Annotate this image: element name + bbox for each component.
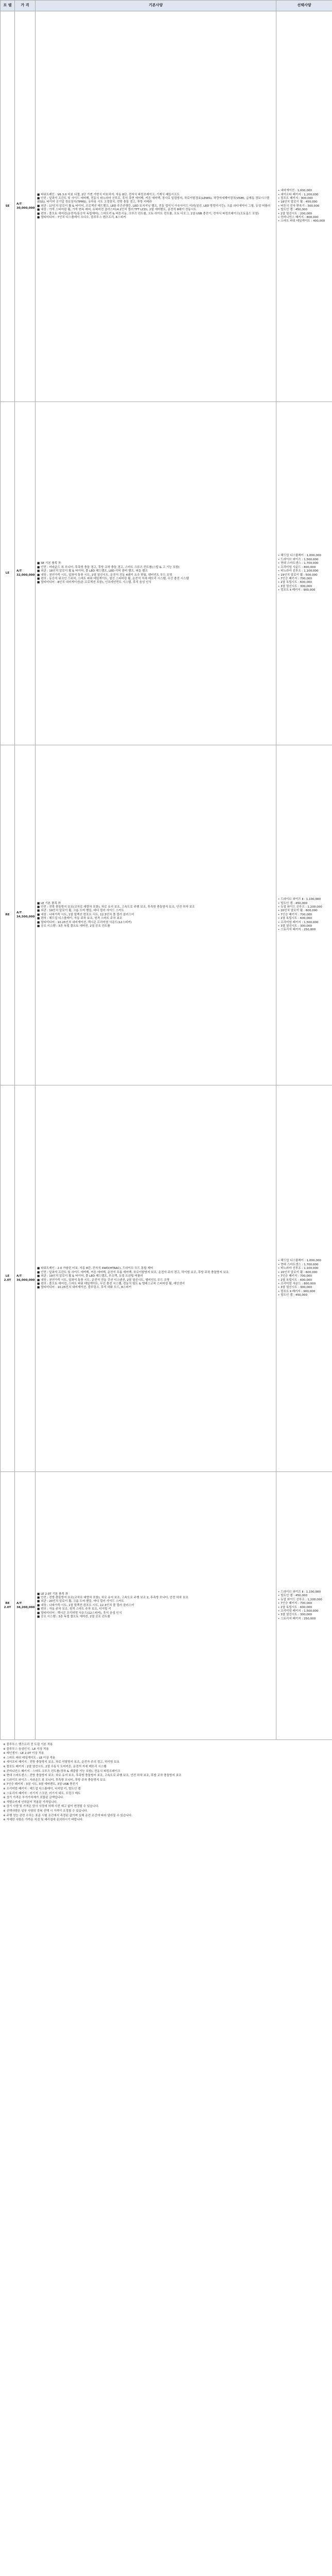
option-item: • 헤드업 디스플레이 : 1,000,000 xyxy=(278,554,321,558)
basic-spec-item: ■ LE 기본 품목 外 xyxy=(37,901,61,905)
note-line: ※ 드라이브 와이즈 : 서라운드 뷰 모니터, 후측방 모니터, 후방 주차 충돌방지 보조 xyxy=(3,1778,106,1782)
option-item: • 드라이브 와이즈 Ⅱ : 1,100,000 xyxy=(278,1590,321,1594)
basic-spec-item: ■ 내장 : 천연가죽 시트, 앞좌석 통풍 시트, 운전석 전동 쿠션 익스텐션, 2열 열선시트, 앰비언트 무드 조명 xyxy=(37,1278,170,1282)
basic-spec-item: ■ 외관 : 18인치 알로이 휠 & 타이어, 풀 LED 헤드램프, LED 리어 콤비 램프, 퍼들 램프 xyxy=(37,570,148,573)
basic-spec-item: ■ 멀티미디어 : 7인치 디스플레이 오디오, 블루투스 핸즈프리, 6스피커 xyxy=(37,216,126,220)
basic-spec-cell xyxy=(36,1472,276,1740)
trim-price: A/T 32,000,000 xyxy=(15,402,36,745)
option-item: • 스토리지 패키지 : 250,000 xyxy=(278,928,316,932)
option-item: • 드라이브 와이즈 Ⅱ : 1,100,000 xyxy=(278,898,321,901)
basic-spec-item: ■ 안전 : 어라운드 뷰 모니터, 후측방 충돌 경고, 후방 교차 충돌 경고, 스마트 크루즈 컨트롤(스탑 & 고 기능 포함) xyxy=(37,565,180,569)
basic-spec-item: ■ 편의 : 풀오토 에어컨, 스마트 파워 테일게이트, 무선 충전 시스템, 전동식 틸트 & 텔레스코픽 스티어링 휠, 레인센서 xyxy=(37,1282,185,1285)
option-item: • 2열 독립시트 : 600,000 xyxy=(278,917,312,921)
option-item: • 3열 열선시트 : 300,000 xyxy=(278,1613,312,1617)
basic-spec-item: ■ 외관 : 20인치 알로이 휠, 크롬 도어 핸들, 바디 컬러 사이드 스커트 xyxy=(37,1600,124,1603)
option-item: • 현대 스마트센스 : 1,700,000 xyxy=(278,562,319,565)
note-line: ※ 블루투스 핸즈프리 전 트림 기본 적용 xyxy=(3,1743,53,1746)
option-item: • 3열 열선시트 : 300,000 xyxy=(278,584,312,588)
basic-spec-item: ■ 멀티미디어 : 8인치 내비게이션(폰 프로젝션 포함), 인포테인먼트 시스템, 후석 음성 인식 xyxy=(37,581,151,584)
option-item: • 컴포트 Ⅱ 패키지 : 900,000 xyxy=(278,1290,316,1293)
header-options: 선택사양 xyxy=(276,1,332,11)
basic-spec-item: ■ 공조 시스템 : 3존 독립 풀오토 에어컨, 2열 공조 컨트롤 xyxy=(37,925,110,928)
option-item: • 프리미엄 패키지 : 1,500,000 xyxy=(278,1609,319,1613)
trim-name: RE xyxy=(1,745,15,1085)
option-item: • 프리미엄 패키지 : 1,500,000 xyxy=(278,921,319,924)
trim-name: LE 2.0T xyxy=(1,1085,15,1472)
basic-spec-item: ■ 안전 : 전방 충돌방지 보조(교차로 대향차 포함), 차로 유지 보조, 고속도로 주행 보조 2, 후측방 모니터, 안전 하차 보조 xyxy=(37,1596,188,1599)
trim-row xyxy=(1,11,332,402)
option-item: • 빌트인 캠 : 450,000 xyxy=(278,1294,308,1297)
option-item: • 듀얼 와이드 선루프 : 1,200,000 xyxy=(278,905,322,909)
note-line: ※ 선택사양은 일부 사양의 중복 선택 시 가격이 조정될 수 있습니다. xyxy=(3,1809,88,1813)
option-item: • 7인승 패키지 : 700,000 xyxy=(278,1602,312,1605)
option-item: • 7인승 패키지 : 700,000 xyxy=(278,577,312,580)
option-item: • 빌트인 캠 : 450,000 xyxy=(278,901,308,905)
trim-row xyxy=(1,1085,332,1472)
basic-spec-item: ■ 내장 : 천연가죽 시트, 앞좌석 통풍 시트, 2열 열선시트, 운전석 전동 4웨이 요추 받침, 앰비언트 무드 조명 xyxy=(37,573,172,577)
option-item: • 2열 독립시트 : 600,000 xyxy=(278,1278,312,1282)
basic-spec-item: ■ SE 기본 품목 外 xyxy=(37,562,61,565)
note-line: ※ 7인승 패키지 : 3열 시트, 3열 에어벤트, 3열 USB 충전기 xyxy=(3,1783,78,1786)
option-item: • 버튼식 전자 변속기 : 300,000 xyxy=(278,204,320,208)
trim-price: A/T 30,000,000 xyxy=(15,11,36,402)
basic-spec-item: ■ 파워트레인 : 2.0 가솔린 터보, 자동 8단, 전자식 4WD(HTRAC), 드라이브 모드 통합 제어 xyxy=(37,1267,153,1270)
header-basic-spec: 기본사양 xyxy=(36,1,276,11)
basic-spec-item: ■ 편의 : 풀오토 에어컨(운전석/동승석 독립제어), 스마트키 & 버튼시동, 크루즈 컨트롤, 오토 라이트 컨트롤, 오토 디포그, 2열 USB 충전기, 전자식 파킹브레이크(오토홀드 포함) xyxy=(37,212,259,215)
option-item: • 빌트인 캠 : 450,000 xyxy=(278,208,308,212)
option-cell xyxy=(276,1472,332,1740)
option-item: • 7인승 패키지 : 700,000 xyxy=(278,1275,312,1278)
option-cell xyxy=(276,11,332,402)
option-item: • 19인치 알로이 휠 : 500,000 xyxy=(278,573,318,577)
option-item: • 2열 열선시트 : 200,000 xyxy=(278,212,312,215)
option-item: • 파노라마 선루프 : 1,100,000 xyxy=(278,1267,319,1270)
option-item: • 헤드업 디스플레이 : 1,000,000 xyxy=(278,1259,321,1263)
option-item: • 컴포트 Ⅱ 패키지 : 900,000 xyxy=(278,589,316,592)
option-item: • 스토리지 패키지 : 250,000 xyxy=(278,1617,316,1620)
option-item: • 듀얼 와이드 선루프 : 1,200,000 xyxy=(278,1598,322,1601)
basic-spec-cell xyxy=(36,745,276,1085)
basic-spec-item: ■ 내장 : 가죽 스티어링 휠, 가죽 변속 레버, 슈퍼비전 클러스터(4.2인치 컬러 TFT LCD), 2열 에어벤트, 운전석 8웨이 전동시트 xyxy=(37,208,197,212)
option-cell xyxy=(276,1085,332,1472)
option-item: • 내비게이션 : 1,000,000 xyxy=(278,189,312,193)
basic-spec-item: ■ 외관 : 17인치 알로이 휠 & 타이어, 프로젝션 헤드램프, LED 주간주행등, LED 포지셔닝 램프, 전동 접이식 아웃사이드 미러(열선, LED 방향지시등), 크롬 라디에이터 그릴, 듀얼 머플러 xyxy=(37,204,271,208)
trim-name: RE 2.0T xyxy=(1,1472,15,1740)
note-line: ※ 현대 스마트센스 : 전방 충돌방지 보조, 차로 유지 보조, 후측방 충돌방지 보조, 고속도로 주행 보조, 안전 하차 보조, 후방 교차 충돌방지 보조 xyxy=(3,1774,182,1778)
basic-spec-item: ■ 외관 : 19인치 알로이 휠, 크롬 도어 핸들, 바디 컬러 사이드 스커트 xyxy=(37,909,124,913)
trim-row xyxy=(1,402,332,745)
trim-name: LE xyxy=(1,402,15,745)
option-item: • 컴포트 패키지 : 900,000 xyxy=(278,196,313,200)
trim-price: A/T 34,500,000 xyxy=(15,745,36,1085)
basic-spec-item: ■ 편의 : 동승석 워크인 스위치, 스마트 파워 테일게이트, 열선 스티어링 휠, 운전석 자세 메모리 시스템, 무선 충전 시스템 xyxy=(37,577,189,580)
option-item: • 현대 스마트센스 : 1,700,000 xyxy=(278,1263,319,1266)
basic-spec-item: ■ 외관 : 19인치 알로이 휠 & 타이어, 풀 LED 헤드램프, 루프랙, 듀얼 트윈팁 머플러 xyxy=(37,1275,143,1278)
note-line: ※ 프리미엄 패키지 : 헤드업 디스플레이, 디지털 키, 빌트인 캠 xyxy=(3,1787,81,1791)
option-cell xyxy=(276,745,332,1085)
option-item: • 7인승 패키지 : 700,000 xyxy=(278,913,312,916)
basic-spec-item: ■ 내장 : 나파가죽 시트, 1열 릴렉션 컴포트 시트, 12.3인치 풀 컬러 클러스터 xyxy=(37,913,134,916)
option-item: • 프리미엄 사운드 : 800,000 xyxy=(278,1282,316,1285)
note-line: ※ 자세한 사항은 가까운 지점 및 대리점에 문의하시기 바랍니다. xyxy=(3,1818,83,1822)
basic-spec-item: ■ 멀티미디어 : 10.25인치 내비게이션, 블루링크, 후석 대화 모드, 8스피커 xyxy=(37,1286,132,1290)
notes-section xyxy=(0,1740,332,1822)
note-line: ※ 레인센서 : LE 2.0T 이상 적용 xyxy=(3,1752,44,1755)
trim-price: A/T 36,000,000 xyxy=(15,1085,36,1472)
basic-spec-item: ■ 편의 : 자동 주차 보조, 원격 스마트 주차 보조, 디지털 키 xyxy=(37,1608,111,1611)
trim-price: A/T 38,200,000 xyxy=(15,1472,36,1740)
basic-spec-item: ■ 파워트레인 : V6 3.0 터보 디젤, 2단 가변 가변식 터보차저, 자동 8단, 전자식 파킹브레이크, 기계식 패들시프트 xyxy=(37,193,180,196)
trim-row xyxy=(1,745,332,1085)
note-line: ※ 세이프티 패키지 : 전방 충돌방지 보조, 차로 이탈방지 보조, 운전자 주의 경고, 하이빔 보조 xyxy=(3,1761,119,1764)
basic-spec-item: ■ 안전 : 전방 충돌방지 보조(교차로 대향차 포함), 차로 유지 보조, 고속도로 주행 보조, 후측방 충돌방지 보조, 안전 하차 보조 xyxy=(37,905,195,909)
basic-spec-item: ■ 안전 : 앞좌석 프런트 및 사이드 에어백, 커튼 에어백, 운전석 무릎 에어백, 차로이탈방지 보조, 운전자 주의 경고, 하이빔 보조, 후방 주차 충돌방지 보조 xyxy=(37,1270,229,1274)
note-line: ※ 컴포트 패키지 : 2열 열선시트, 2열 수동식 도어커튼, 운전석 자세 메모리 시스템 xyxy=(3,1765,107,1768)
option-item: • 드라이브 와이즈 : 1,500,000 xyxy=(278,558,319,561)
basic-spec-cell xyxy=(36,1085,276,1472)
basic-spec-item: ■ 내장 : 나파가죽 시트, 1열 릴렉션 컴포트 시트, 12.3인치 풀 컬러 클러스터 xyxy=(37,1603,134,1607)
note-line: ※ 블루투스 음성인식 : LE 이상 적용 xyxy=(3,1747,49,1751)
option-item: • 컨비니언스 패키지 : 800,000 xyxy=(278,216,319,220)
note-line: ※ 상기 가격은 부가가치세가 포함된 금액입니다. xyxy=(3,1796,64,1800)
note-line: ※ 개별소비세 인하분이 적용된 가격입니다. xyxy=(3,1800,58,1804)
table-header-row xyxy=(1,1,332,11)
option-item: • 3열 열선시트 : 300,000 xyxy=(278,1286,312,1290)
option-item: • 2열 독립시트 : 600,000 xyxy=(278,1605,312,1609)
option-item: • 세이프티 패키지 : 1,200,000 xyxy=(278,193,319,196)
header-model: 모 델 xyxy=(1,1,15,11)
note-line: ※ 스토리지 패키지 : 러기지 스크린, 러기지 네트, 트렁크 매트 xyxy=(3,1792,81,1795)
note-line: ※ 주행 성능 관련 수치는 표준 시험 조건에서 측정된 값이며 실제 운전 조건에 따라 달라질 수 있습니다. xyxy=(3,1814,133,1817)
basic-spec-cell xyxy=(36,402,276,745)
note-line: ※ 상기 사양 및 가격은 당사 사정에 의해 사전 예고 없이 변경될 수 있습니다. xyxy=(3,1805,99,1809)
option-item: • 파노라마 선루프 : 1,100,000 xyxy=(278,570,319,573)
basic-spec-item: ■ 안전 : 앞좌석 프런트 및 사이드 에어백, 전동식 파노라마 선루프, 후석 측면 에어백, 커튼 에어백, 경사로 밀림방지, 차로이탈경보(LDWS), 차량자세제어장치(VSM), 급제동 경보시스템(ESS), 타이어 공기압 경보장치(TPMS), 유아용 시트 고정장치, 전방 충돌 경고, 후방 카메라 xyxy=(37,196,270,204)
note-line: ※ 컨비니언스 패키지 : 스마트 크루즈 컨트롤(정차 & 재출발 기능 포함), 전동식 파킹브레이크 xyxy=(3,1769,120,1773)
header-price: 가 격 xyxy=(15,1,36,11)
basic-spec-item: ■ 멀티미디어 : 10.25인치 내비게이션, 렉시콘 프리미엄 사운드(12스피커) xyxy=(37,921,132,924)
option-item: • 3열 열선시트 : 300,000 xyxy=(278,925,312,928)
note-line: ※ 스마트 파워 테일게이트 : LE 이상 적용 xyxy=(3,1756,56,1760)
option-item: • 20인치 알로이 휠 : 600,000 xyxy=(278,1270,318,1274)
basic-spec-item: ■ 멀티미디어 : 렉시콘 프리미엄 사운드(12스피커), 후석 음성 인식 xyxy=(37,1611,122,1615)
trim-row xyxy=(1,1472,332,1740)
basic-spec-item: ■ 편의 : 헤드업 디스플레이, 자동 주차 보조, 원격 스마트 주차 보조 xyxy=(37,917,123,921)
option-item: • 2열 독립시트 : 600,000 xyxy=(278,581,312,584)
trim-name: SE xyxy=(1,11,15,402)
option-item: • 20인치 알로이 휠 : 600,000 xyxy=(278,909,318,913)
option-item: • 프리미엄 사운드 : 800,000 xyxy=(278,565,316,569)
option-cell xyxy=(276,402,332,745)
basic-spec-cell xyxy=(36,11,276,402)
option-item: • 스마트 파워 테일게이트 : 400,000 xyxy=(278,220,325,223)
basic-spec-item: ■ 공조 시스템 : 3존 독립 풀오토 에어컨, 2열 공조 컨트롤 xyxy=(37,1615,110,1619)
option-item: • 빌트인 캠 : 450,000 xyxy=(278,1594,308,1598)
option-item: • 18인치 알로이 휠 : 450,000 xyxy=(278,200,318,204)
basic-spec-item: ■ LE 2.0T 기본 품목 外 xyxy=(37,1592,68,1596)
